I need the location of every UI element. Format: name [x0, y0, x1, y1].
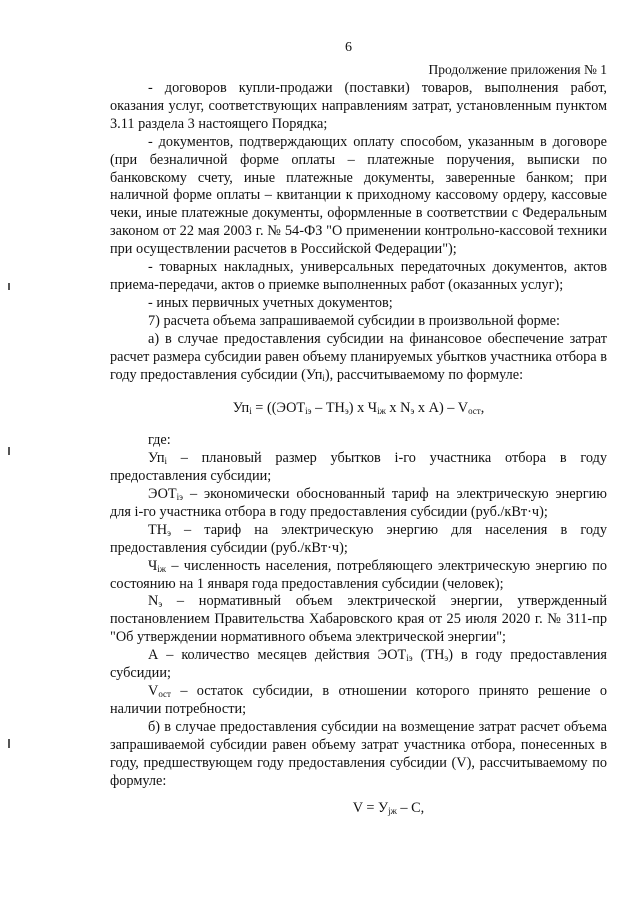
appendix-continuation: Продолжение приложения № 1 [428, 62, 607, 77]
where-label: где: [148, 432, 171, 449]
definition-item: А – количество месяцев действия $ЭОТ_{iэ}$ $(ТН_э)$ в году предоставления субсидии; [110, 647, 607, 682]
definition-item: $ЭОТ_{iэ}$ – экономически обоснованный тариф на электрическую энергию для i-го участника отбора в году предоставления субсидии (руб./кВт·ч); [110, 486, 607, 520]
formula-reimbursement: $V = У_{jж} - С$, [352, 800, 425, 817]
paragraph: - товарных накладных, универсальных передаточных документов, актов приема-передачи, актов о приемке выполненных работ (оказанных услуг); [110, 259, 607, 293]
definition-item: $V_{ост}$ – остаток субсидии, в отношении которого принято решение о наличии потребности; [110, 683, 607, 717]
definition-item: $N_э$ – нормативный объем электрической энергии, утвержденный постановлением Правительства Хабаровского края от 25 июля 2020 г. № 311-пр "Об утверждении нормативного объема электрической энергии"; [110, 593, 607, 646]
paragraph: - документов, подтверждающих оплату способом, указанным в договоре (при безналичной форме оплаты – платежные поручения, выписки по банковскому счету, иные платежные документы, заверенные банком; при наличной форме оплаты – квитанции к приходному кассовому ордеру, кассовые чеки, иные платежные документы, оформленные в соответствии с Федеральным законом от 22 мая 2003 г. № 54-ФЗ "О применении контрольно-кассовой техники при осуществлении расчетов в Российской Федерации"); [110, 133, 607, 258]
paragraph: 7) расчета объема запрашиваемой субсидии в произвольной форме: [148, 312, 560, 329]
formula-planned-losses: $Уп_i = ((ЭОТ_{iэ} - ТН_э)$ x $Ч_{iж}$ x $N_э$ x $А) - V_{ост}$, [232, 400, 485, 417]
paragraph: - договоров купли-продажи (поставки) товаров, выполнения работ, оказания услуг, соответствующих направлениям затрат, установленным пунктом 3.11 раздела 3 настоящего Порядка; [110, 80, 607, 132]
page-number: 6 [345, 40, 352, 55]
paragraph: а) в случае предоставления субсидии на финансовое обеспечение затрат расчет размера субсидии равен объему планируемых убытков участника отбора в году предоставления субсидии $(Уп_i)$, рассчитываемому по формуле: [110, 330, 607, 383]
definition-item: $ТН_э$ – тариф на электрическую энергию для населения в году предоставления субсидии (руб./кВт·ч); [110, 521, 607, 556]
definition-item: $Ч_{iж}$ – численность населения, потребляющего электрическую энергию по состоянию на 1 января года предоставления субсидии (человек); [110, 557, 607, 592]
paragraph: - иных первичных учетных документов; [148, 294, 393, 311]
definition-item: $Уп_i$ – плановый размер убытков i-го участника отбора в году предоставления субсидии; [110, 450, 607, 485]
paragraph: б) в случае предоставления субсидии на возмещение затрат расчет объема запрашиваемой субсидии равен объему затрат участника отбора, понесенных в году, предшествующем году предоставления субсидии (V), рассчитываемому по формуле: [110, 718, 607, 789]
